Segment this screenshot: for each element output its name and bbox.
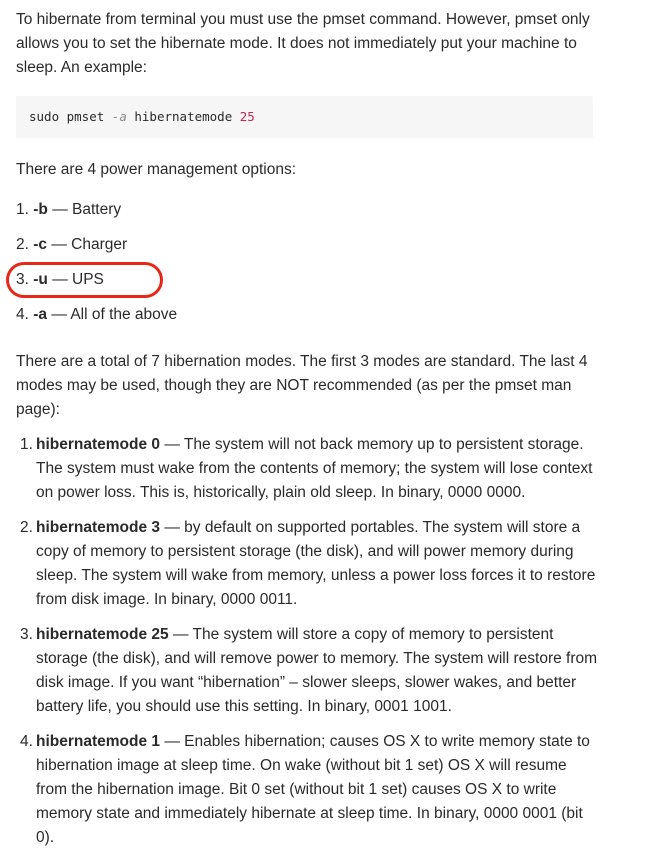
list-item: 1. -b — Battery — [16, 201, 122, 218]
code-number: 25 — [239, 109, 255, 124]
options-intro: There are 4 power management options: — [16, 161, 297, 178]
code-flag: -a — [111, 109, 127, 124]
code-command: sudo pmset — [29, 109, 112, 124]
hibernation-modes-list — [16, 433, 616, 850]
code-argument: hibernatemode — [126, 109, 240, 124]
list-item: 4. -a — All of the above — [16, 306, 178, 323]
list-item: 3. hibernatemode 25 — The system will store a copy of memory to persistent storage (the disk), and will remove power to memory. The system will restore from disk image. If you want “hibernation” – slower sleeps, slower wakes, and better battery life, you should use this setting. In binary, 0001 1001. — [20, 626, 598, 715]
list-item: 2. hibernatemode 3 — by default on supported portables. The system will store a copy of memory to persistent storage (the disk), and will power memory during sleep. The system will wake from memory, unless a power loss forces it to restore from disk image. In binary, 0000 0011. — [20, 519, 596, 608]
intro-paragraph: To hibernate from terminal you must use the pmset command. However, pmset only allows you to set the hibernate mode. It does not immediately put your machine to sleep. An example: — [16, 11, 590, 76]
power-options-list — [16, 192, 616, 332]
modes-intro: There are a total of 7 hibernation modes. The first 3 modes are standard. The last 4 modes may be used, though they are NOT recommended (as per the pmset man page): — [16, 353, 588, 418]
list-item: 3. -u — UPS — [16, 271, 104, 288]
list-item: 2. -c — Charger — [16, 236, 128, 253]
code-block — [16, 96, 593, 138]
list-item: 1. hibernatemode 0 — The system will not back memory up to persistent storage. The system must wake from the contents of memory; the system will lose context on power loss. This is, historically, plain old sleep. In binary, 0000 0000. — [20, 436, 593, 501]
list-item: 4. hibernatemode 1 — Enables hibernation; causes OS X to write memory state to hibernation image at sleep time. On wake (without bit 1 set) OS X will resume from the hibernation image. Bit 0 set (without bit 1 set) causes OS X to write memory state and immediately hibernate at sleep time. In binary, 0000 0001 (bit 0). — [20, 733, 590, 846]
